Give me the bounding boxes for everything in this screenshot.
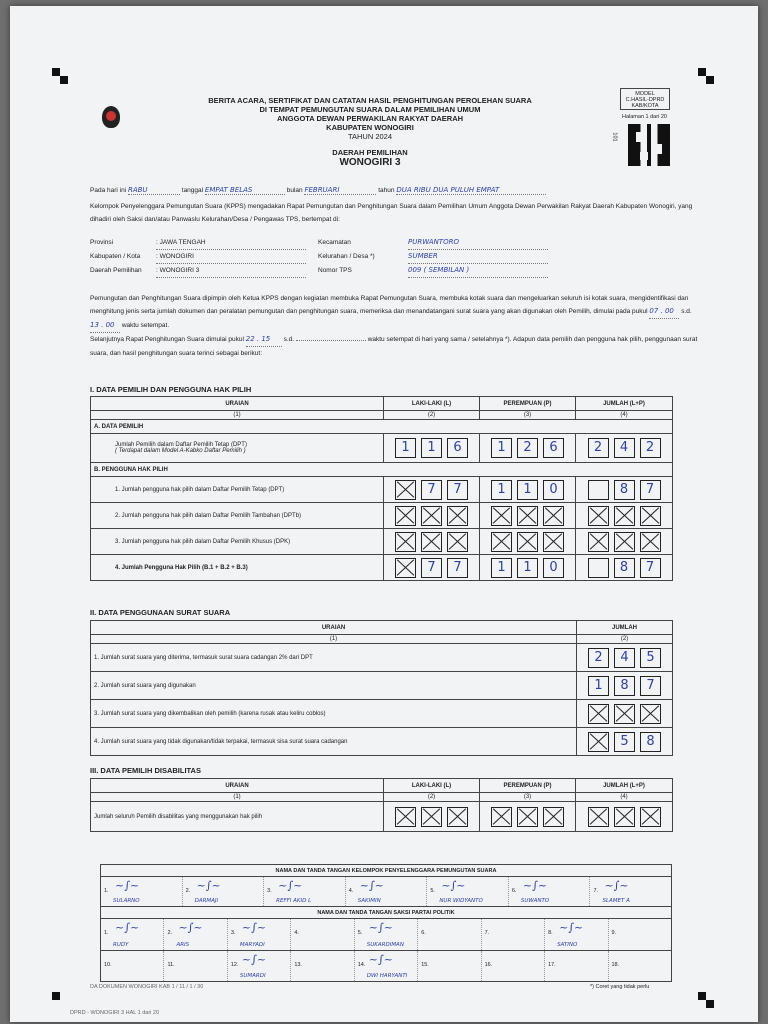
body-p2-end: waktu setempat di hari yang sama / setelahnya *). Adapun data pemilih dan pengguna hak pilih, penggunaan surat suara, dan hasil penghitungan suara terinci sebagai berikut: <box>90 336 698 357</box>
s1-n1: (1) <box>91 411 384 420</box>
signature-scribble: ~∫~ <box>241 921 267 934</box>
s2-row-label: 1. Jumlah surat suara yang diterima, termasuk surat suara cadangan 2% dari DPT <box>91 644 577 672</box>
location-right <box>318 236 598 278</box>
kpps-name: SLAMET A <box>602 898 630 904</box>
s1-a-perempuan <box>480 434 576 463</box>
kelurahan-value: SUMBER <box>408 250 548 264</box>
footnote: *) Coret yang tidak perlu <box>590 984 650 990</box>
kpps-cell-4[interactable] <box>346 877 428 906</box>
hari-value: RABU <box>128 186 180 195</box>
saksi-number: 5. <box>357 930 363 936</box>
s3-row-label: Jumlah seluruh Pemilih disabilitas yang menggunakan hak pilih <box>91 802 384 832</box>
saksi-name: SUKARDIMAN <box>366 942 404 948</box>
s3-col-laki: LAKI-LAKI (L) <box>384 779 480 793</box>
kpps-number: 7. <box>593 888 599 894</box>
s2-r2-digit-box-2[interactable]: 8 <box>614 676 635 696</box>
s1-n2: (2) <box>384 411 480 420</box>
s1-b-row-label: 1. Jumlah pengguna hak pilih dalam Daftar Pemilih Tetap (DPT) <box>91 477 384 503</box>
s1-a-laki <box>384 434 480 463</box>
s2-r4-digit-box-3[interactable]: 8 <box>640 732 661 752</box>
saksi-number: 13. <box>294 962 302 968</box>
saksi-number: 2. <box>167 930 173 936</box>
s2-row-label: 3. Jumlah surat suara yang dikembalikan oleh pemilih (karena rusak atau keliru coblos) <box>91 700 577 728</box>
saksi-cell-3[interactable] <box>228 951 291 981</box>
section2-table <box>90 620 673 756</box>
s1-b1-l-digit-box-3[interactable]: 7 <box>447 480 468 500</box>
code-number: 101 <box>611 132 618 142</box>
s1-b-cell-l <box>384 503 480 529</box>
saksi-number: 6. <box>421 930 426 936</box>
saksi-name: SUMARDI <box>239 973 266 979</box>
saksi-number: 12. <box>230 962 239 968</box>
s1-b-title: B. PENGGUNA HAK PILIH <box>91 463 673 477</box>
s3-perempuan-digit-box-1[interactable] <box>491 807 512 827</box>
saksi-name: MARYADI <box>239 942 265 948</box>
footer-left: DA DOKUMEN WONOGIRI KAB 1 / 11 / 1 / 30 <box>90 984 204 990</box>
header-line2: DI TEMPAT PEMUNGUTAN SUARA DALAM PEMILIHAN UMUM <box>259 105 481 114</box>
s1-col-jumlah: JUMLAH (L+P) <box>576 397 673 411</box>
saksi-cell-6[interactable] <box>418 919 481 950</box>
saksi-number: 16. <box>484 962 493 968</box>
s3-perempuan-digit-box-2[interactable] <box>517 807 538 827</box>
kpps-cell-6[interactable] <box>509 877 591 906</box>
s2-row-jumlah <box>577 700 673 728</box>
section3-title: III. DATA PEMILIH DISABILITAS <box>90 766 201 775</box>
kpps-name: SUWANTO <box>520 898 550 904</box>
s2-r1-digit-box-3[interactable]: 5 <box>640 648 661 668</box>
body-paragraph <box>90 292 702 360</box>
s1-col-perempuan: PEREMPUAN (P) <box>480 397 576 411</box>
kpps-number: 6. <box>511 888 517 894</box>
saksi-cell-4[interactable] <box>291 951 354 981</box>
provinsi-value: : JAWA TENGAH <box>156 236 306 250</box>
saksi-number: 7. <box>484 930 490 936</box>
signature-scribble: ~∫~ <box>359 879 384 892</box>
s3-perempuan <box>480 802 576 832</box>
s3-n3: (3) <box>480 793 576 802</box>
s3-col-jumlah: JUMLAH (L+P) <box>576 779 673 793</box>
s3-laki <box>384 802 480 832</box>
kpps-name: DARMAJI <box>194 898 219 904</box>
table-row <box>91 644 673 672</box>
tps-label: Nomor TPS <box>318 267 352 274</box>
time-count-end <box>296 340 366 341</box>
s1-b4-l-digit-box-3[interactable]: 7 <box>447 558 468 578</box>
s1-a-laki-digit-box-2[interactable]: 1 <box>421 438 442 458</box>
registration-mark-tl2 <box>60 76 68 84</box>
kpps-number: 2. <box>185 888 191 894</box>
saksi-name: RUDY <box>113 942 129 948</box>
s3-jumlah-digit-box-3[interactable] <box>640 807 661 827</box>
kpps-name: NUR WIDYANTO <box>439 898 483 904</box>
kpps-name: SAKIMIN <box>357 898 381 904</box>
s1-b2-l-digit-box-3[interactable] <box>447 506 468 526</box>
s1-b-cell-p <box>480 477 576 503</box>
kpps-number: 3. <box>267 888 272 894</box>
s1-a-jumlah-digit-box-1[interactable]: 2 <box>588 438 609 458</box>
s1-b-cell-l <box>384 477 480 503</box>
time-count: 22 . 15 <box>246 333 282 347</box>
s1-col-laki: LAKI-LAKI (L) <box>384 397 480 411</box>
date-line <box>90 186 690 195</box>
s1-b-cell-p <box>480 555 576 581</box>
s1-b4-p-digit-box-1[interactable]: 1 <box>491 558 512 578</box>
s1-b2-j-digit-box-3[interactable] <box>640 506 661 526</box>
s1-b1-j-digit-box-1[interactable] <box>588 480 609 500</box>
signature-scribble: ~∫~ <box>196 879 221 892</box>
s3-perempuan-digit-box-3[interactable] <box>543 807 564 827</box>
s1-b-cell-j <box>576 477 673 503</box>
body-p1: Pemungutan dan Penghitungan Suara dipimpin oleh Ketua KPPS dengan kegiatan membuka Rapat Pemungutan Suara, membuka kotak suara dan mengeluarkan seluruh isi kotak suara, mengidentifikasi dan menghitung jenis serta jumlah dokumen dan peralatan pemungutan dan penghitungan suara, memeriksa dan menandatangani surat suara yang akan digunakan oleh Pemilih, dimulai pada pukul <box>90 295 689 315</box>
s1-a-perempuan-digit-box-3[interactable]: 6 <box>543 438 564 458</box>
s1-b2-l-digit-box-1[interactable] <box>395 506 416 526</box>
saksi-cell-4[interactable] <box>291 919 354 950</box>
s1-b-cell-p <box>480 503 576 529</box>
s1-b2-p-digit-box-1[interactable] <box>491 506 512 526</box>
kpps-row <box>101 877 671 907</box>
tanggal-label: tanggal <box>181 187 204 194</box>
s1-b2-l-digit-box-2[interactable] <box>421 506 442 526</box>
s3-laki-digit-box-2[interactable] <box>421 807 442 827</box>
kpps-number: 4. <box>348 888 354 894</box>
section1-title: I. DATA PEMILIH DAN PENGGUNA HAK PILIH <box>90 385 252 394</box>
s1-b-cell-l <box>384 555 480 581</box>
s1-a-perempuan-digit-box-1[interactable]: 1 <box>491 438 512 458</box>
kpu-logo-icon <box>102 106 120 128</box>
s3-jumlah-digit-box-1[interactable] <box>588 807 609 827</box>
saksi-cell-5[interactable] <box>355 951 418 981</box>
s1-b1-l-digit-box-2[interactable]: 7 <box>421 480 442 500</box>
kabupaten-label: Kabupaten / Kota <box>90 253 141 260</box>
time-end: 13 . 00 <box>90 319 120 333</box>
s2-row-jumlah <box>577 728 673 756</box>
s1-b-cell-l <box>384 529 480 555</box>
saksi-number: 9. <box>611 930 617 936</box>
s1-b-body <box>91 477 673 581</box>
registration-mark-tl <box>52 68 60 76</box>
saksi-row1 <box>101 919 671 951</box>
s2-col-jumlah: JUMLAH <box>577 621 673 635</box>
kpps-cell-2[interactable] <box>183 877 265 906</box>
bulan-label: bulan <box>286 187 303 194</box>
s3-n2: (2) <box>384 793 480 802</box>
s2-col-uraian: URAIAN <box>91 621 577 635</box>
s3-col-perempuan: PEREMPUAN (P) <box>480 779 576 793</box>
table-row <box>91 700 673 728</box>
s2-r3-digit-box-3[interactable] <box>640 704 661 724</box>
saksi-cell-1[interactable] <box>101 919 164 950</box>
sd-label: s.d. <box>681 308 692 315</box>
saksi-cell-2[interactable] <box>164 919 227 950</box>
document-header <box>160 96 580 169</box>
s2-r1-digit-box-1[interactable]: 2 <box>588 648 609 668</box>
signature-block <box>100 864 672 982</box>
s1-a-title: A. DATA PEMILIH <box>91 420 673 434</box>
waktu-label: waktu setempat. <box>121 322 170 329</box>
section1-table <box>90 396 673 581</box>
kpps-cell-7[interactable] <box>590 877 671 906</box>
s1-b3-j-digit-box-1[interactable] <box>588 532 609 552</box>
daerah-value: WONOGIRI 3 <box>339 157 401 168</box>
s1-b-row-label: 3. Jumlah pengguna hak pilih dalam Daftar Pemilih Khusus (DPK) <box>91 529 384 555</box>
s1-b1-p-digit-box-2[interactable]: 1 <box>517 480 538 500</box>
s1-b4-j-digit-box-3[interactable]: 7 <box>640 558 661 578</box>
signature-scribble: ~∫~ <box>115 921 140 934</box>
s3-n4: (4) <box>576 793 673 802</box>
s1-b4-p-digit-box-3[interactable]: 0 <box>543 558 564 578</box>
s1-b-cell-j <box>576 529 673 555</box>
table-row <box>91 529 673 555</box>
intro-paragraph: Kelompok Penyelenggara Pemungutan Suara (KPPS) mengadakan Rapat Pemungutan dan Penghitungan Suara dalam Pemilihan Umum Anggota Dewan Perwakilan Rakyat Daerah Kabupaten Wonogiri, yang dihadiri oleh Saksi dan/atau Panwaslu Kelurahan/Desa / Pengawas TPS, bertempat di: <box>90 203 693 223</box>
s1-b4-j-digit-box-1[interactable] <box>588 558 609 578</box>
s2-n1: (1) <box>91 635 577 644</box>
signature-scribble: ~∫~ <box>115 879 140 892</box>
dapil-value: : WONOGIRI 3 <box>156 264 306 278</box>
saksi-cell-2[interactable] <box>164 951 227 981</box>
s1-a-row <box>91 434 673 463</box>
s1-b4-j-digit-box-2[interactable]: 8 <box>614 558 635 578</box>
s1-b-row-label: 4. Jumlah Pengguna Hak Pilih (B.1 + B.2 + B.3) <box>91 555 384 581</box>
s2-r1-digit-box-2[interactable]: 4 <box>614 648 635 668</box>
header-line1: BERITA ACARA, SERTIFIKAT DAN CATATAN HASIL PENGHITUNGAN PEROLEHAN SUARA <box>208 96 532 105</box>
signature-scribble: ~∫~ <box>559 921 584 934</box>
tahun-value: DUA RIBU DUA PULUH EMPAT <box>396 186 546 195</box>
saksi-cell-9[interactable] <box>609 951 671 981</box>
saksi-cell-8[interactable] <box>545 919 608 950</box>
s3-laki-digit-box-1[interactable] <box>395 807 416 827</box>
s1-b4-p-digit-box-2[interactable]: 1 <box>517 558 538 578</box>
saksi-number: 4. <box>294 930 299 936</box>
kpps-name: REFFI AKID L <box>276 898 312 904</box>
s1-n3: (3) <box>480 411 576 420</box>
table-row <box>91 503 673 529</box>
registration-mark-tr2 <box>706 76 714 84</box>
signature-scribble: ~∫~ <box>368 953 393 966</box>
s1-a-laki-digit-box-1[interactable]: 1 <box>395 438 416 458</box>
signature-scribble: ~∫~ <box>522 879 548 892</box>
kpps-name: SULARNO <box>113 898 140 904</box>
saksi-name: SATINO <box>557 942 578 948</box>
saksi-name: ARIS <box>176 942 190 948</box>
s1-b1-j-digit-box-2[interactable]: 8 <box>614 480 635 500</box>
s2-row-label: 4. Jumlah surat suara yang tidak digunakan/tidak terpakai, termasuk sisa surat suara cadangan <box>91 728 577 756</box>
saksi-number: 3. <box>230 930 236 936</box>
s1-b1-j-digit-box-3[interactable]: 7 <box>640 480 661 500</box>
qr-code-icon <box>628 124 670 166</box>
s1-a-label <box>91 434 384 463</box>
s2-n2: (2) <box>577 635 673 644</box>
s2-body <box>91 644 673 756</box>
saksi-title: NAMA DAN TANDA TANGAN SAKSI PARTAI POLITIK <box>101 907 671 919</box>
pada-hari-ini-label: Pada hari ini <box>90 187 127 194</box>
s1-b3-l-digit-box-3[interactable] <box>447 532 468 552</box>
s1-b-cell-j <box>576 503 673 529</box>
s3-col-uraian: URAIAN <box>91 779 384 793</box>
s1-b1-l-digit-box-1[interactable] <box>395 480 416 500</box>
tahun-label: tahun <box>378 187 395 194</box>
s1-b-row-label: 2. Jumlah pengguna hak pilih dalam Daftar Pemilih Tambahan (DPTb) <box>91 503 384 529</box>
registration-mark-br2 <box>706 1000 714 1008</box>
signature-scribble: ~∫~ <box>368 921 393 934</box>
header-line4: KABUPATEN WONOGIRI <box>326 123 414 132</box>
saksi-cell-8[interactable] <box>545 951 608 981</box>
signature-scribble: ~∫~ <box>604 879 629 892</box>
s1-b3-j-digit-box-2[interactable] <box>614 532 635 552</box>
signature-scribble: ~∫~ <box>278 879 303 892</box>
sd2-label: s.d. <box>283 336 295 343</box>
saksi-cell-3[interactable] <box>228 919 291 950</box>
kecamatan-label: Kecamatan <box>318 239 351 246</box>
table-row <box>91 728 673 756</box>
s1-b-cell-p <box>480 529 576 555</box>
header-line3: ANGGOTA DEWAN PERWAKILAN RAKYAT DAERAH <box>276 114 464 123</box>
footer-bottom: DPRD - WONOGIRI 3 HAL 1 dari 20 <box>70 1010 160 1016</box>
s2-row-jumlah <box>577 644 673 672</box>
saksi-name: DWI HARYANTI <box>366 973 408 979</box>
s2-r4-digit-box-2[interactable]: 5 <box>614 732 635 752</box>
s2-r3-digit-box-2[interactable] <box>614 704 635 724</box>
s1-b4-l-digit-box-1[interactable] <box>395 558 416 578</box>
table-row <box>91 477 673 503</box>
table-row <box>91 672 673 700</box>
s1-a-row-note: ( Terdapat dalam Model A-Kabko Daftar Pemilih ) <box>115 448 246 454</box>
section3-table <box>90 778 673 832</box>
registration-mark-br <box>698 992 706 1000</box>
s1-b2-p-digit-box-2[interactable] <box>517 506 538 526</box>
s2-r2-digit-box-3[interactable]: 7 <box>640 676 661 696</box>
daerah-label: DAERAH PEMILIHAN <box>332 148 408 157</box>
s3-jumlah <box>576 802 673 832</box>
s1-b3-p-digit-box-1[interactable] <box>491 532 512 552</box>
s1-b3-l-digit-box-1[interactable] <box>395 532 416 552</box>
saksi-number: 15. <box>421 962 429 968</box>
dapil-label: Daerah Pemilihan <box>90 267 142 274</box>
saksi-number: 17. <box>548 962 556 968</box>
saksi-cell-9[interactable] <box>609 919 671 950</box>
s1-b2-j-digit-box-1[interactable] <box>588 506 609 526</box>
s1-a-jumlah-digit-box-2[interactable]: 4 <box>614 438 635 458</box>
s1-b2-j-digit-box-2[interactable] <box>614 506 635 526</box>
signature-scribble: ~∫~ <box>241 953 267 966</box>
kpps-title: NAMA DAN TANDA TANGAN KELOMPOK PENYELENGGARA PEMUNGUTAN SUARA <box>101 865 671 877</box>
registration-mark-tr <box>698 68 706 76</box>
kelurahan-label: Kelurahan / Desa *) <box>318 253 375 260</box>
kpps-cell-1[interactable] <box>101 877 183 906</box>
saksi-number: 11. <box>167 962 175 968</box>
table-row <box>91 555 673 581</box>
s2-r2-digit-box-1[interactable]: 1 <box>588 676 609 696</box>
s3-n1: (1) <box>91 793 384 802</box>
saksi-cell-7[interactable] <box>482 919 545 950</box>
header-line5: TAHUN 2024 <box>347 132 393 141</box>
s2-r3-digit-box-1[interactable] <box>588 704 609 724</box>
saksi-number: 1. <box>104 930 109 936</box>
s1-a-row-label: Jumlah Pemilih dalam Daftar Pemilih Tetap (DPT) <box>115 442 247 448</box>
s1-b4-l-digit-box-2[interactable]: 7 <box>421 558 442 578</box>
kecamatan-value: PURWANTORO <box>408 236 548 250</box>
s1-a-jumlah-digit-box-3[interactable]: 2 <box>640 438 661 458</box>
signature-scribble: ~∫~ <box>178 921 203 934</box>
page-note: Halaman 1 dari 20 <box>622 114 667 120</box>
kpps-number: 5. <box>430 888 435 894</box>
signature-scribble: ~∫~ <box>441 879 466 892</box>
section2-title: II. DATA PENGGUNAAN SURAT SUARA <box>90 608 231 617</box>
model-box: MODEL C.HASIL-DPRD KAB/KOTA <box>620 88 670 110</box>
form-sheet <box>10 6 758 1022</box>
kpps-cell-5[interactable] <box>427 877 509 906</box>
saksi-number: 14. <box>357 962 366 968</box>
s1-b3-l-digit-box-2[interactable] <box>421 532 442 552</box>
saksi-cell-1[interactable] <box>101 951 164 981</box>
provinsi-label: Provinsi <box>90 239 114 246</box>
s1-b3-j-digit-box-3[interactable] <box>640 532 661 552</box>
tps-value: 009 ( SEMBILAN ) <box>408 264 548 278</box>
s1-b2-p-digit-box-3[interactable] <box>543 506 564 526</box>
s1-a-laki-digit-box-3[interactable]: 6 <box>447 438 468 458</box>
registration-mark-bl <box>52 992 60 1000</box>
saksi-number: 10. <box>104 962 112 968</box>
s1-n4: (4) <box>576 411 673 420</box>
s1-col-uraian: URAIAN <box>91 397 384 411</box>
saksi-cell-7[interactable] <box>482 951 545 981</box>
s2-r4-digit-box-1[interactable] <box>588 732 609 752</box>
s1-b1-p-digit-box-1[interactable]: 1 <box>491 480 512 500</box>
kpps-number: 1. <box>104 888 109 894</box>
s1-b3-p-digit-box-2[interactable] <box>517 532 538 552</box>
s1-b-cell-j <box>576 555 673 581</box>
saksi-row2 <box>101 951 671 981</box>
kpps-cell-3[interactable] <box>264 877 346 906</box>
saksi-number: 18. <box>611 962 620 968</box>
s1-a-jumlah <box>576 434 673 463</box>
saksi-number: 8. <box>548 930 553 936</box>
s2-row-label: 2. Jumlah surat suara yang digunakan <box>91 672 577 700</box>
s1-b3-p-digit-box-3[interactable] <box>543 532 564 552</box>
s2-row-jumlah <box>577 672 673 700</box>
saksi-cell-5[interactable] <box>355 919 418 950</box>
kabupaten-value: : WONOGIRI <box>156 250 306 264</box>
tanggal-value: EMPAT BELAS <box>205 186 285 195</box>
s1-a-perempuan-digit-box-2[interactable]: 2 <box>517 438 538 458</box>
body-p2: Selanjutnya Rapat Penghitungan Suara dimulai pukul <box>90 336 244 343</box>
s1-b1-p-digit-box-3[interactable]: 0 <box>543 480 564 500</box>
bulan-value: FEBRUARI <box>304 186 376 195</box>
saksi-cell-6[interactable] <box>418 951 481 981</box>
s3-laki-digit-box-3[interactable] <box>447 807 468 827</box>
s3-jumlah-digit-box-2[interactable] <box>614 807 635 827</box>
time-start: 07 . 00 <box>649 305 679 319</box>
